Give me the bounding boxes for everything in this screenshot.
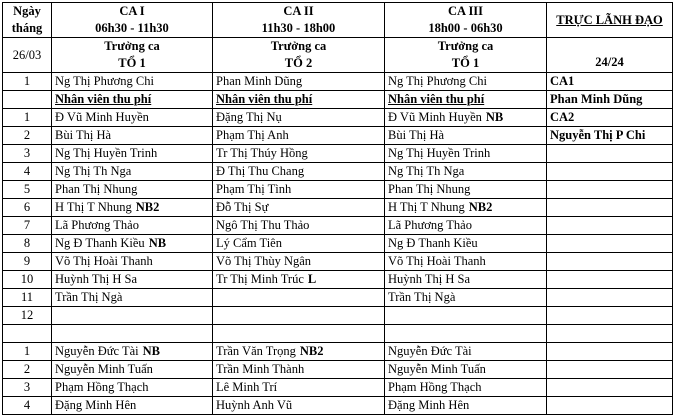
shift2-header: CA II 11h30 - 18h00 (213, 3, 385, 38)
shift1-staff: Võ Thị Hoài Thanh (52, 253, 213, 271)
row-number (3, 325, 52, 343)
staff-row (3, 343, 673, 361)
shift3-staff: Trần Thị Ngà (385, 289, 547, 307)
staff-row (3, 289, 673, 307)
row-number: 12 (3, 307, 52, 325)
leader-cell (547, 217, 673, 235)
row-number: 6 (3, 199, 52, 217)
shift3-staff: Bùi Thị Hà (385, 127, 547, 145)
shift3-chief: Ng Thị Phương Chi (385, 73, 547, 91)
shift2-staff: Trần Văn Trọng NB2 (213, 343, 385, 361)
shift3-staff: Ng Thị Huyền Trinh (385, 145, 547, 163)
shift2-staff: Trần Minh Thành (213, 361, 385, 379)
shift3-staff (385, 307, 547, 325)
row-number: 9 (3, 253, 52, 271)
leader-cell (547, 145, 673, 163)
row-number: 10 (3, 271, 52, 289)
leader-cell (547, 343, 673, 361)
shift2-staff: Đỗ Thị Sự (213, 199, 385, 217)
shift2-staff: Huỳnh Anh Vũ (213, 397, 385, 415)
shift2-chief: Phan Minh Dũng (213, 73, 385, 91)
shift2-staff: Phạm Thị Tình (213, 181, 385, 199)
shift2-staff-title: Nhân viên thu phí (213, 91, 385, 109)
shift3-staff: Phạm Hồng Thạch (385, 379, 547, 397)
leader-cell: Nguyễn Thị P Chi (547, 127, 673, 145)
leader-cell (547, 379, 673, 397)
staff-row (3, 163, 673, 181)
shift2-staff: Phạm Thị Anh (213, 127, 385, 145)
staff-row (3, 145, 673, 163)
shift3-staff (385, 325, 547, 343)
shift2-staff (213, 325, 385, 343)
leader-cell (547, 397, 673, 415)
row-number: 3 (3, 145, 52, 163)
row-number: 2 (3, 361, 52, 379)
shift1-staff: Ng Đ Thanh Kiều NB (52, 235, 213, 253)
row-number: 5 (3, 181, 52, 199)
shift3-staff-title: Nhân viên thu phí (385, 91, 547, 109)
staff-row (3, 307, 673, 325)
shift3-staff: Nguyễn Đức Tài (385, 343, 547, 361)
staff-row (3, 127, 673, 145)
leader-cell (547, 361, 673, 379)
leader-cell (547, 199, 673, 217)
shift1-staff: Đ Vũ Minh Huyền (52, 109, 213, 127)
shift2-team: Trưởng ca TỔ 2 (213, 38, 385, 73)
shift1-staff: Ng Thị Th Nga (52, 163, 213, 181)
shift1-chief: Ng Thị Phương Chi (52, 73, 213, 91)
shift3-team: Trưởng ca TỔ 1 (385, 38, 547, 73)
staff-row (3, 325, 673, 343)
date-cell: 26/03 (3, 38, 52, 73)
leader-cell (547, 271, 673, 289)
row-number: 4 (3, 163, 52, 181)
staff-row (3, 217, 673, 235)
shift3-staff: Huỳnh Thị H Sa (385, 271, 547, 289)
staff-row (3, 235, 673, 253)
shift3-staff: Đặng Minh Hên (385, 397, 547, 415)
shift3-staff: H Thị T Nhung NB2 (385, 199, 547, 217)
staff-row (3, 361, 673, 379)
shift3-staff: Phan Thị Nhung (385, 181, 547, 199)
shift1-staff: Đặng Minh Hên (52, 397, 213, 415)
header-row (3, 3, 673, 38)
shift-schedule-table (2, 2, 673, 415)
shift1-team: Trưởng ca TỔ 1 (52, 38, 213, 73)
shift2-staff (213, 289, 385, 307)
shift2-staff: Ngô Thị Thu Thảo (213, 217, 385, 235)
shift3-staff: Nguyễn Minh Tuấn (385, 361, 547, 379)
leader-cell (547, 253, 673, 271)
shift3-staff: Lã Phương Thảo (385, 217, 547, 235)
shift1-staff: Huỳnh Thị H Sa (52, 271, 213, 289)
shift3-header: CA III 18h00 - 06h30 (385, 3, 547, 38)
shift2-staff: Lý Cẩm Tiên (213, 235, 385, 253)
staff-row (3, 181, 673, 199)
chief-row (3, 73, 673, 91)
leader-cell (547, 163, 673, 181)
day-month-header: Ngày tháng (3, 3, 52, 38)
team-row (3, 38, 673, 73)
row-number: 1 (3, 73, 52, 91)
row-number: 4 (3, 397, 52, 415)
staff-header-row (3, 91, 673, 109)
shift1-staff: Nguyễn Đức Tài NB (52, 343, 213, 361)
shift3-staff: Ng Thị Th Nga (385, 163, 547, 181)
leader-cell: CA1 (547, 73, 673, 91)
shift1-staff: Phan Thị Nhung (52, 181, 213, 199)
staff-row (3, 397, 673, 415)
leader-cell (547, 181, 673, 199)
row-number: 1 (3, 343, 52, 361)
shift1-staff: Nguyễn Minh Tuấn (52, 361, 213, 379)
shift3-staff: Võ Thị Hoài Thanh (385, 253, 547, 271)
shift2-staff: Võ Thị Thùy Ngân (213, 253, 385, 271)
leader-header: TRỰC LÃNH ĐẠO (547, 3, 673, 38)
shift2-staff (213, 307, 385, 325)
leader-cell: Phan Minh Dũng (547, 91, 673, 109)
shift1-header: CA I 06h30 - 11h30 (52, 3, 213, 38)
row-number: 8 (3, 235, 52, 253)
staff-row (3, 379, 673, 397)
shift1-staff: H Thị T Nhung NB2 (52, 199, 213, 217)
row-number: 7 (3, 217, 52, 235)
shift1-staff: Bùi Thị Hà (52, 127, 213, 145)
row-number: 2 (3, 127, 52, 145)
shift1-staff: Ng Thị Huyền Trinh (52, 145, 213, 163)
shift3-staff: Đ Vũ Minh Huyền NB (385, 109, 547, 127)
shift1-staff: Lã Phương Thảo (52, 217, 213, 235)
staff-row (3, 271, 673, 289)
staff-row (3, 199, 673, 217)
shift2-staff: Đặng Thị Nụ (213, 109, 385, 127)
staff-row (3, 253, 673, 271)
shift1-staff (52, 325, 213, 343)
staff-row (3, 109, 673, 127)
shift1-staff: Phạm Hồng Thạch (52, 379, 213, 397)
leader-cell (547, 325, 673, 343)
row-number (3, 91, 52, 109)
leader-cell: CA2 (547, 109, 673, 127)
leader-cell (547, 307, 673, 325)
row-number: 3 (3, 379, 52, 397)
shift2-staff: Lê Minh Trí (213, 379, 385, 397)
leader-cell (547, 289, 673, 307)
shift1-staff (52, 307, 213, 325)
shift2-staff: Tr Thị Minh Trúc L (213, 271, 385, 289)
shift1-staff-title: Nhân viên thu phí (52, 91, 213, 109)
leader-hours: 24/24 (547, 38, 673, 73)
row-number: 11 (3, 289, 52, 307)
shift2-staff: Đ Thị Thu Chang (213, 163, 385, 181)
shift2-staff: Tr Thị Thúy Hồng (213, 145, 385, 163)
shift3-staff: Ng Đ Thanh Kiều (385, 235, 547, 253)
leader-cell (547, 235, 673, 253)
row-number: 1 (3, 109, 52, 127)
shift1-staff: Trần Thị Ngà (52, 289, 213, 307)
